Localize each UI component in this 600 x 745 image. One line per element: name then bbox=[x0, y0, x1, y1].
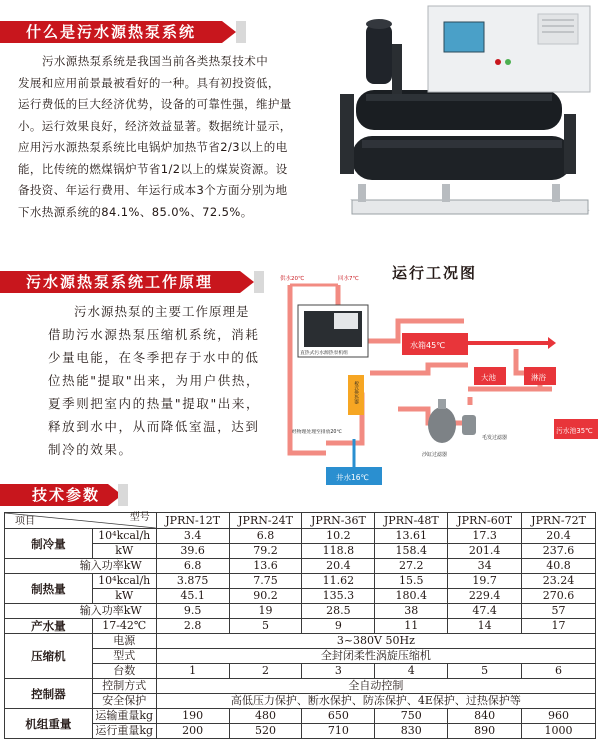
table-header-row bbox=[5, 513, 596, 529]
principle-line: 位热能"提取"出来，为用户供热， bbox=[48, 373, 261, 388]
intro-paragraph bbox=[18, 51, 338, 223]
intro-line: 能，比传统的燃煤锅炉节省1/2以上的煤炭资源。设 bbox=[18, 161, 288, 176]
value-cell: 2 bbox=[229, 664, 302, 679]
value-cell: 270.6 bbox=[522, 589, 596, 604]
row-label: 电源 bbox=[92, 634, 156, 649]
principle-line: 借助污水源热泵压缩机系统，消耗 bbox=[48, 327, 260, 342]
value-cell: 840 bbox=[448, 709, 522, 724]
intro-line: 备投资、年运行费用、年运行成本3个方面分别为地 bbox=[18, 183, 288, 197]
principle-line: 夏季则把室内的热量"提取"出来， bbox=[48, 396, 261, 411]
value-cell: 960 bbox=[522, 709, 596, 724]
principle-line: 污水源热泵的主要工作原理是 bbox=[74, 304, 250, 319]
value-cell: 750 bbox=[375, 709, 448, 724]
principle-line: 少量电能，在冬季把存于水中的低 bbox=[48, 350, 260, 365]
value-cell: 高低压力保护、断水保护、防冻保护、4E保护、过热保护等 bbox=[156, 694, 595, 709]
value-cell: 5 bbox=[229, 619, 302, 634]
label-return-7: 回水7℃ bbox=[338, 276, 359, 282]
header-item-model-cell bbox=[5, 513, 157, 529]
value-cell: 27.2 bbox=[375, 559, 448, 574]
value-cell: 158.4 bbox=[375, 544, 448, 559]
principle-paragraph bbox=[48, 300, 280, 461]
section-banner-intro bbox=[0, 21, 257, 43]
value-cell: 45.1 bbox=[156, 589, 229, 604]
value-cell: 2.8 bbox=[156, 619, 229, 634]
value-cell: 3.875 bbox=[156, 574, 229, 589]
header-model-label: 型号 bbox=[129, 512, 150, 523]
label-pool: 大池 bbox=[481, 373, 496, 382]
value-cell: 229.4 bbox=[448, 589, 522, 604]
value-cell: 480 bbox=[229, 709, 302, 724]
value-cell: 13.61 bbox=[375, 529, 448, 544]
value-cell: 11 bbox=[375, 619, 448, 634]
value-cell: 4 bbox=[375, 664, 448, 679]
group-compressor: 压缩机 bbox=[5, 634, 93, 679]
diagram-title: 运行工况图 bbox=[392, 264, 478, 282]
section-title-principle: 污水源热泵系统工作原理 bbox=[26, 273, 214, 291]
value-cell: 118.8 bbox=[302, 544, 375, 559]
value-cell: 38 bbox=[375, 604, 448, 619]
value-cell: 10.2 bbox=[302, 529, 375, 544]
value-cell: 237.6 bbox=[522, 544, 596, 559]
value-cell: 6.8 bbox=[229, 529, 302, 544]
group-cooling: 制冷量 bbox=[5, 529, 93, 559]
table-row bbox=[5, 559, 596, 574]
value-cell: 34 bbox=[448, 559, 522, 574]
heat-pump-unit-image bbox=[332, 4, 594, 224]
value-cell: 1 bbox=[156, 664, 229, 679]
value-cell: 90.2 bbox=[229, 589, 302, 604]
table-row bbox=[5, 679, 596, 694]
model-name: JPRN-12T bbox=[156, 513, 229, 529]
row-label: 控制方式 bbox=[92, 679, 156, 694]
value-cell: 650 bbox=[302, 709, 375, 724]
principle-line: 释放到水中，从而降低室温，达到 bbox=[48, 419, 260, 434]
table-row bbox=[5, 574, 596, 589]
value-cell: 40.8 bbox=[522, 559, 596, 574]
table-row bbox=[5, 634, 596, 649]
unit-cell: 10⁴kcal/h bbox=[92, 529, 156, 544]
group-weight: 机组重量 bbox=[5, 709, 93, 739]
intro-line: 运行费低的巨大经济优势，设备的可靠性强，维护量 bbox=[18, 97, 292, 111]
principle-line: 制冷的效果。 bbox=[48, 442, 133, 457]
value-cell: 3~380V 50Hz bbox=[156, 634, 595, 649]
table-row bbox=[5, 604, 596, 619]
row-label: 台数 bbox=[92, 664, 156, 679]
value-cell: 180.4 bbox=[375, 589, 448, 604]
label-heat-pump-unit: 直热式污水源热泵机组 bbox=[300, 351, 348, 356]
model-name: JPRN-36T bbox=[302, 513, 375, 529]
value-cell: 13.6 bbox=[229, 559, 302, 574]
value-cell: 6 bbox=[522, 664, 596, 679]
value-cell: 11.62 bbox=[302, 574, 375, 589]
unit-cell: kW bbox=[92, 589, 156, 604]
label-bath: 淋浴 bbox=[531, 373, 546, 382]
value-cell: 890 bbox=[448, 724, 522, 739]
value-cell: 57 bbox=[522, 604, 596, 619]
value-cell: 全自动控制 bbox=[156, 679, 595, 694]
value-cell: 200 bbox=[156, 724, 229, 739]
row-label: 型式 bbox=[92, 649, 156, 664]
value-cell: 7.75 bbox=[229, 574, 302, 589]
label-sand-filter-text: 沙缸过滤器 bbox=[422, 452, 448, 458]
value-cell: 28.5 bbox=[302, 604, 375, 619]
value-cell: 20.4 bbox=[522, 529, 596, 544]
table-row bbox=[5, 709, 596, 724]
spec-table bbox=[4, 512, 596, 739]
row-label: 输入功率kW bbox=[5, 559, 157, 574]
value-cell: 6.8 bbox=[156, 559, 229, 574]
value-cell: 47.4 bbox=[448, 604, 522, 619]
label-sewage-pool-35: 污水池35℃ bbox=[556, 427, 593, 435]
operation-diagram bbox=[278, 263, 598, 485]
value-cell: 830 bbox=[375, 724, 448, 739]
model-name: JPRN-48T bbox=[375, 513, 448, 529]
value-cell: 23.24 bbox=[522, 574, 596, 589]
intro-line: 下水热源系统的84.1%、85.0%、72.5%。 bbox=[18, 204, 253, 219]
group-water-output: 产水量 bbox=[5, 619, 93, 634]
intro-line: 污水源热泵系统是我国当前各类热泵技术中 bbox=[42, 54, 269, 68]
table-row bbox=[5, 664, 596, 679]
table-row bbox=[5, 694, 596, 709]
group-controller: 控制器 bbox=[5, 679, 93, 709]
section-banner-specs bbox=[0, 484, 138, 506]
table-row bbox=[5, 724, 596, 739]
table-row bbox=[5, 529, 596, 544]
value-cell: 5 bbox=[448, 664, 522, 679]
value-cell: 17.3 bbox=[448, 529, 522, 544]
value-cell: 9 bbox=[302, 619, 375, 634]
unit-cell: 17-42℃ bbox=[92, 619, 156, 634]
row-label: 输入功率kW bbox=[5, 604, 157, 619]
table-row bbox=[5, 619, 596, 634]
value-cell: 9.5 bbox=[156, 604, 229, 619]
label-hair-filter: 毛发过滤器 bbox=[482, 435, 508, 441]
unit-cell: 10⁴kcal/h bbox=[92, 574, 156, 589]
value-cell: 全封闭柔性涡旋压缩机 bbox=[156, 649, 595, 664]
value-cell: 79.2 bbox=[229, 544, 302, 559]
model-name: JPRN-72T bbox=[522, 513, 596, 529]
unit-cell: kW bbox=[92, 544, 156, 559]
model-name: JPRN-24T bbox=[229, 513, 302, 529]
value-cell: 710 bbox=[302, 724, 375, 739]
row-label: 运行重量kg bbox=[92, 724, 156, 739]
table-row bbox=[5, 589, 596, 604]
value-cell: 14 bbox=[448, 619, 522, 634]
row-label: 运输重量kg bbox=[92, 709, 156, 724]
row-label: 安全保护 bbox=[92, 694, 156, 709]
label-plate-exchanger: 板式换热器 bbox=[353, 381, 359, 404]
value-cell: 17 bbox=[522, 619, 596, 634]
section-title-specs: 技术参数 bbox=[32, 486, 101, 504]
section-title-intro: 什么是污水源热泵系统 bbox=[26, 23, 197, 41]
label-outlet-20: 经物理处理至排放20℃ bbox=[292, 430, 342, 435]
value-cell: 19 bbox=[229, 604, 302, 619]
label-supply-20: 供水20℃ bbox=[280, 276, 305, 282]
value-cell: 190 bbox=[156, 709, 229, 724]
intro-line: 应用污水源热泵系统比电锅炉加热节省2/3以上的电 bbox=[18, 140, 288, 154]
value-cell: 520 bbox=[229, 724, 302, 739]
section-banner-principle bbox=[0, 271, 274, 293]
intro-line: 发展和应用前景最被看好的一种。具有初投资低， bbox=[18, 75, 280, 90]
value-cell: 15.5 bbox=[375, 574, 448, 589]
intro-line: 小。运行效果良好，经济效益显著。数据统计显示， bbox=[18, 118, 292, 133]
table-row bbox=[5, 544, 596, 559]
label-tank-45: 水箱45℃ bbox=[410, 341, 446, 350]
value-cell: 135.3 bbox=[302, 589, 375, 604]
value-cell: 1000 bbox=[522, 724, 596, 739]
value-cell: 20.4 bbox=[302, 559, 375, 574]
value-cell: 201.4 bbox=[448, 544, 522, 559]
label-well-16: 井水16℃ bbox=[336, 473, 369, 482]
model-name: JPRN-60T bbox=[448, 513, 522, 529]
table-row bbox=[5, 649, 596, 664]
group-heating: 制热量 bbox=[5, 574, 93, 604]
header-item-label: 项目 bbox=[15, 516, 35, 527]
value-cell: 3.4 bbox=[156, 529, 229, 544]
value-cell: 39.6 bbox=[156, 544, 229, 559]
value-cell: 3 bbox=[302, 664, 375, 679]
value-cell: 19.7 bbox=[448, 574, 522, 589]
